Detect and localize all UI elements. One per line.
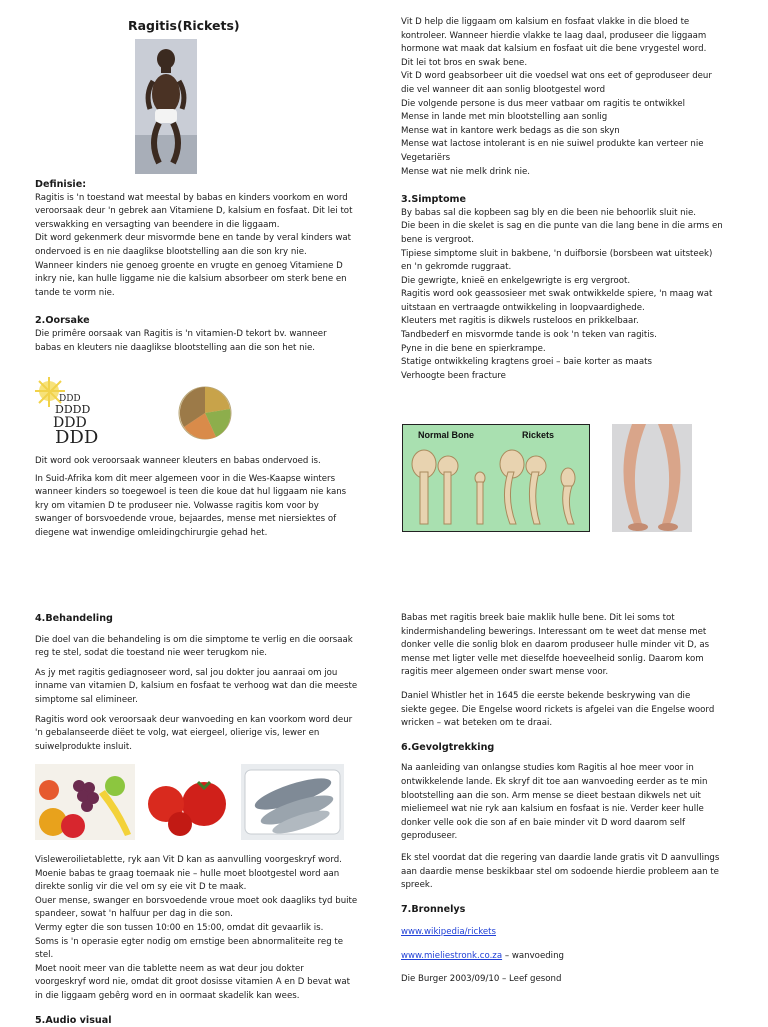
treatment-line: Moet nooit meer van die tablette neem as wat deur jou dokter bbox=[35, 963, 304, 974]
definition-line: tande te vorm nie. bbox=[35, 287, 115, 298]
causes-line: swanger of borsvoedende vroue, bejaardes, mense met niersiektes of bbox=[35, 514, 337, 525]
conclusion-line: aan daardie mense beskikbaar stel om sodoende hierdie probleem aan te bbox=[401, 866, 719, 877]
intro-line: die vel wanneer dit aan sonlig blootgestel word bbox=[401, 84, 606, 95]
treatment-line: Visleweroilietablette, ryk aan Vit D kan as aanvulling voorgeskryf word. bbox=[35, 855, 342, 865]
treatment-line: direkte sonlig vir die vel om sy eie vit D te maak. bbox=[35, 882, 247, 893]
treatment-line: As jy met ragitis gediagnoseer word, sal jou dokter jou aanraai om jou bbox=[35, 667, 338, 678]
page-title: Ragitis(Rickets) bbox=[128, 18, 240, 33]
intro-line: Vit D word geabsorbeer uit die voedsel wat ons eet of geproduseer deur bbox=[401, 71, 712, 82]
symptoms-heading: 3.Simptome bbox=[401, 194, 467, 206]
conclusion-line: spreek. bbox=[401, 880, 433, 891]
symptoms-line: Die been in die skelet is sag en die punte van die lang bene in die arms en bbox=[401, 221, 723, 232]
tomatoes-image bbox=[140, 764, 232, 840]
treatment-line: reg te stel, sodat die toestand nie weer terugkom nie. bbox=[35, 648, 267, 659]
conclusion-line: mieliemeel wat nie ryk aan kalsium en fosfaat is nie. Verder keer hulle bbox=[401, 804, 704, 815]
conclusion-heading: 6.Gevolgtrekking bbox=[401, 741, 495, 753]
intro-line: Mense wat lactose intolerant is en nie suiwel produkte kan verteer nie bbox=[401, 139, 704, 150]
symptoms-line: Pyne in die bene en spierkrampe. bbox=[401, 343, 546, 354]
treatment-line: Vermy egter die son tussen 10:00 en 15:00, omdat dit gevaarlik is. bbox=[35, 922, 324, 933]
treatment-line: Moenie babas te graag toemaak nie – hulle moet blootgestel word aan bbox=[35, 868, 340, 879]
treatment-line: Die doel van die behandeling is om die simptome te verlig en die oorsaak bbox=[35, 634, 353, 645]
source-link-wikipedia[interactable]: www.wikipedia/rickets bbox=[401, 927, 497, 938]
conclusion-line: Ek stel voordat dat die regering van daardie lande gratis vit D aanvullings bbox=[401, 852, 720, 863]
treatment-line: Soms is 'n operasie egter nodig om ernstige been abnormaliteite reg te bbox=[35, 936, 344, 947]
treatment-line: 'n gebalanseerde diëet te volg, wat eiergeel, olierige vis, lewer en bbox=[35, 728, 320, 739]
conclusion-line: geproduseer. bbox=[401, 831, 458, 842]
causes-line: babas en kleuters nie daaglikse blootstelling aan die son het nie. bbox=[35, 342, 315, 353]
intro-line: hormone wat maak dat kalsium en fosfaat uit die bene vrygestel word. bbox=[401, 44, 707, 55]
causes-line: In Suid-Afrika kom dit meer algemeen voor in die Wes-Kaapse winters bbox=[35, 473, 336, 484]
fruit-image bbox=[35, 764, 135, 840]
treatment-line: in die liggaam gebêrg word en in oormaat skadelik kan wees. bbox=[35, 990, 300, 1001]
facts-line: Babas met ragitis breek baie maklik hulle bene. Dit lei soms tot bbox=[401, 613, 675, 623]
intro-line: Vit D help die liggaam om kalsium en fosfaat vlakke in die bloed te bbox=[401, 17, 690, 27]
intro-line: Mense wat nie melk drink nie. bbox=[401, 166, 531, 177]
definition-line: Ragitis is 'n toestand wat meestal by babas en kinders voorkom en word bbox=[35, 192, 348, 203]
facts-line: ragitis meer algemeen onder swart mense voor. bbox=[401, 667, 609, 678]
conclusion-line: blootstelling aan die son. Arm mense se dieet bestaan dikwels net uit bbox=[401, 790, 701, 801]
intro-line: Dit lei tot bros en swak bene. bbox=[401, 57, 528, 68]
symptoms-line: Kleuters met ragitis is dikwels rusteloos en prikkelbaar. bbox=[401, 316, 639, 327]
bowed-legs-photo bbox=[612, 424, 692, 532]
symptoms-line: Tipiese simptome sluit in bakbene, 'n duifborsie (borsbeen wat uitsteek) bbox=[401, 248, 713, 259]
child-photo bbox=[135, 39, 197, 174]
treatment-heading: 4.Behandeling bbox=[35, 613, 113, 624]
symptoms-line: Verhoogte been fracture bbox=[401, 370, 506, 381]
symptoms-line: bene is vergroot. bbox=[401, 234, 474, 245]
intro-line: kontroleer. Wanneer hierdie vlakke te laag daal, produseer die liggaam bbox=[401, 30, 707, 41]
symptoms-line: en 'n gekromde ruggraat. bbox=[401, 262, 512, 273]
treatment-line: Ragitis word ook veroorsaak deur wanvoeding en kan voorkom word deur bbox=[35, 714, 353, 725]
symptoms-line: uitstaan en vertraagde ontwikkeling in loopvaardighede. bbox=[401, 302, 645, 313]
causes-line: Dit word ook veroorsaak wanneer kleuters en babas ondervoed is. bbox=[35, 456, 321, 466]
definition-line: veroorsaak deur 'n gebrek aan Vitamiene D, kalsium en fosfaat. Dit lei tot bbox=[35, 206, 353, 217]
definition-heading: Definisie: bbox=[35, 179, 87, 190]
sources-heading: 7.Bronnelys bbox=[401, 903, 466, 915]
history-line: siekte gegee. Die Engelse woord rickets is afgelei van die Engelse woord bbox=[401, 704, 715, 715]
causes-heading: 2.Oorsake bbox=[35, 315, 90, 327]
treatment-line: suiwelprodukte insluit. bbox=[35, 741, 132, 752]
svg-text:DDD: DDD bbox=[55, 427, 99, 447]
symptoms-line: Ragitis word ook geassosieer met swak ontwikkelde spiere, 'n maag wat bbox=[401, 289, 713, 300]
symptoms-line: Statige ontwikkeling kragtens groei – baie korter as maats bbox=[401, 357, 652, 368]
facts-line: mense met ligter velle met dieselfde hoeveelheid sonlig. Daarom kom bbox=[401, 653, 704, 664]
svg-text:DDD: DDD bbox=[53, 415, 87, 431]
symptoms-line: By babas sal die kopbeen sag bly en die been nie behoorlik sluit nie. bbox=[401, 207, 697, 218]
causes-line: diegene wat inwendige omleidingchirurgie gehad het. bbox=[35, 527, 268, 538]
intro-line: Die volgende persone is dus meer vatbaar om ragitis te ontwikkel bbox=[401, 98, 685, 109]
vitamin-d-sun-image bbox=[35, 377, 109, 447]
food-plate-image bbox=[178, 377, 232, 447]
causes-line: kry om vitamien D te produseer nie. Volwasse ragitis kom voor by bbox=[35, 500, 319, 511]
bones-diagram bbox=[402, 424, 590, 532]
causes-line: wanneer kinders so toegewoel is teen die koue dat hul liggaam nie kans bbox=[35, 487, 347, 498]
svg-text:DDDD: DDDD bbox=[55, 403, 91, 416]
treatment-line: stel. bbox=[35, 950, 54, 961]
causes-line: Die primêre oorsaak van Ragitis is 'n vitamien-D tekort bv. wanneer bbox=[35, 328, 327, 339]
facts-line: donker velle die sonlig blok en daarom produseer hulle minder vit D, as bbox=[401, 640, 710, 651]
definition-line: Dit word gekenmerk deur misvormde bene en tande by veral kinders wat bbox=[35, 233, 352, 244]
treatment-line: Ouer mense, swanger en borsvoedende vroue moet ook daagliks tyd buite bbox=[35, 895, 358, 906]
history-line: Daniel Whistler het in 1645 die eerste bekende beskrywing van die bbox=[401, 690, 691, 701]
treatment-line: spandeer, sowat 'n halfuur per dag in die son. bbox=[35, 909, 233, 920]
source-die-burger: Die Burger 2003/09/10 – Leef gesond bbox=[401, 974, 562, 985]
definition-line: Wanneer kinders nie genoeg groente en vrugte en genoeg Vitamiene D bbox=[35, 260, 343, 271]
definition-line: inkry nie, kan hulle liggame nie die kalsium absorbeer om sterk bene en bbox=[35, 274, 347, 285]
definition-line: verswakking en versagting van beendere in die liggaam. bbox=[35, 219, 280, 230]
symptoms-line: Tandbederf en misvormde tande is ook 'n teken van ragitis. bbox=[401, 330, 657, 341]
rickets-label: Rickets bbox=[522, 430, 555, 440]
history-line: wricken – wat beteken om te draai. bbox=[401, 718, 553, 729]
audio-visual-heading: 5.Audio visual bbox=[35, 1014, 112, 1026]
treatment-line: inname van vitamien D, kalsium en fosfaat te verhoog wat dan die meeste bbox=[35, 681, 358, 692]
intro-line: Vegetariërs bbox=[401, 152, 451, 163]
intro-line: Mense wat in kantore werk bedags as die son skyn bbox=[401, 125, 620, 136]
treatment-line: voorgeskryf word nie, omdat dit groot dosisse vitamien A en D bevat wat bbox=[35, 977, 350, 988]
conclusion-line: Na aanleiding van onlangse studies kom Ragitis al hoe meer voor in bbox=[401, 763, 694, 774]
conclusion-line: ontwikkelende lande. Ek skryf dit toe aan wanvoeding eerder as te min bbox=[401, 776, 708, 787]
source-link-mieliestronk[interactable]: www.mieliestronk.co.za bbox=[401, 950, 503, 961]
intro-line: Mense in lande met min blootstelling aan sonlig bbox=[401, 112, 608, 123]
facts-line: kindermishandeling bewerings. Interessant om te weet dat mense met bbox=[401, 626, 707, 637]
symptoms-line: Die gewrigte, knieë en enkelgewrigte is erg vergroot. bbox=[401, 275, 631, 286]
conclusion-line: donker velle ook die son af en baie minder vit D word daarom self bbox=[401, 817, 686, 828]
svg-text:DDD: DDD bbox=[59, 394, 81, 404]
treatment-line: simptome sal elimineer. bbox=[35, 694, 138, 705]
normal-bone-label: Normal Bone bbox=[418, 430, 475, 440]
definition-line: ondervoed is en nie daaglikse blootstelling aan die son kry nie. bbox=[35, 246, 307, 257]
fish-image bbox=[241, 764, 344, 840]
source-suffix: – wanvoeding bbox=[502, 950, 564, 961]
